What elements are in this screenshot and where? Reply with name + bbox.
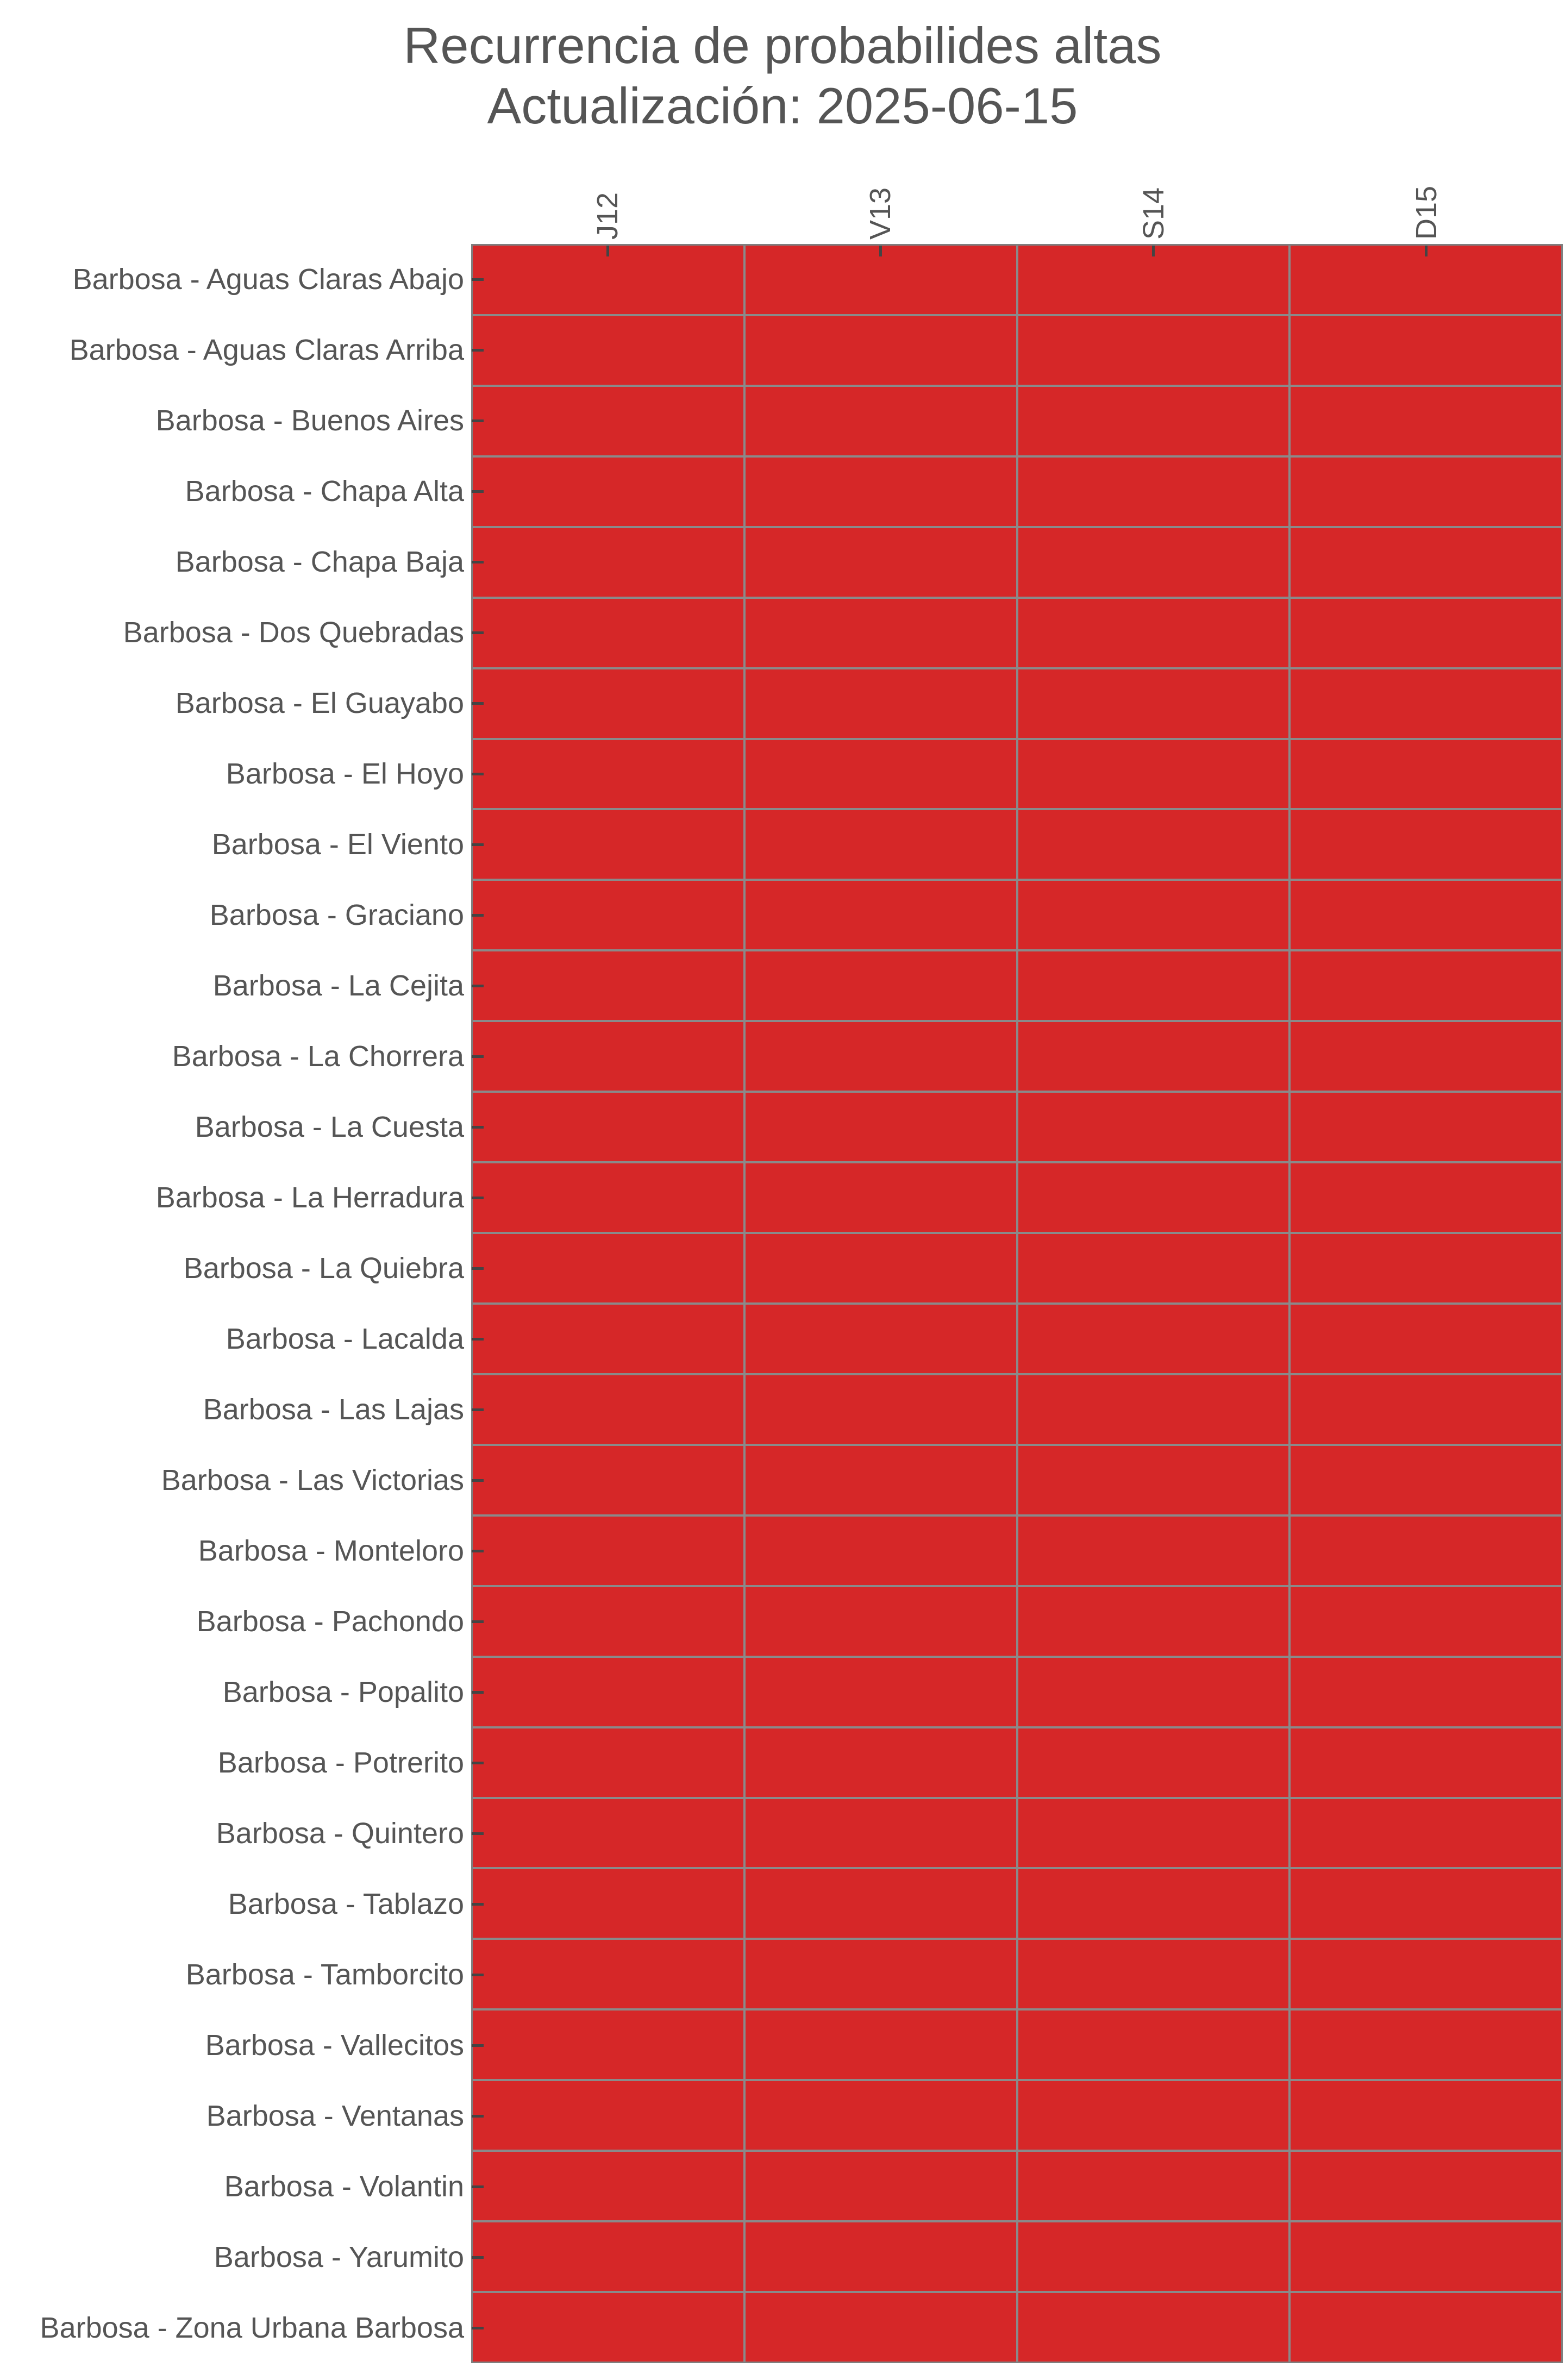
row-tick-mark	[472, 2256, 484, 2259]
heatmap-cell	[1291, 458, 1561, 526]
heatmap-cell	[1018, 2293, 1289, 2362]
row-label: Barbosa - Las Victorias	[161, 1464, 464, 1496]
heatmap-cell	[1291, 387, 1561, 455]
heatmap-cell	[1291, 528, 1561, 597]
heatmap-cell	[746, 458, 1016, 526]
heatmap-cell	[473, 1658, 743, 1726]
row-label: Barbosa - Tamborcito	[185, 1958, 464, 1991]
heatmap-cell	[473, 1728, 743, 1797]
row-tick-mark	[472, 1832, 484, 1835]
heatmap-cell	[746, 951, 1016, 1020]
col-tick-mark	[1425, 246, 1428, 256]
row-tick-mark	[472, 702, 484, 705]
heatmap-grid	[471, 244, 1563, 2363]
heatmap-cell	[1018, 1658, 1289, 1726]
row-label: Barbosa - La Cejita	[212, 969, 464, 1002]
row-tick-mark	[472, 1267, 484, 1270]
heatmap-cell	[1291, 2081, 1561, 2150]
row-label: Barbosa - Zona Urbana Barbosa	[40, 2312, 464, 2344]
heatmap-cell	[473, 2293, 743, 2362]
heatmap-cell	[473, 1022, 743, 1091]
heatmap-cell	[1018, 1728, 1289, 1797]
heatmap-cell	[1291, 1446, 1561, 1514]
heatmap-cell	[746, 387, 1016, 455]
row-label: Barbosa - Yarumito	[214, 2241, 464, 2273]
heatmap-cell	[1018, 810, 1289, 879]
heatmap-cell	[473, 2222, 743, 2291]
heatmap-cell	[1291, 1940, 1561, 2008]
heatmap-cell	[746, 1728, 1016, 1797]
heatmap-cell	[473, 669, 743, 738]
chart-title-line2: Actualización: 2025-06-15	[487, 77, 1078, 134]
row-label: Barbosa - Aguas Claras Arriba	[69, 334, 464, 366]
heatmap-cell	[1291, 1517, 1561, 1585]
row-tick-mark	[472, 1408, 484, 1411]
row-tick-mark	[472, 1620, 484, 1623]
chart-title	[0, 15, 1565, 136]
row-tick-mark	[472, 1550, 484, 1552]
row-tick-mark	[472, 1762, 484, 1764]
heatmap-cell	[1291, 2152, 1561, 2220]
heatmap-cell	[1018, 1517, 1289, 1585]
heatmap-cell	[746, 1305, 1016, 1373]
row-tick-mark	[472, 2115, 484, 2118]
heatmap-cell	[1018, 1375, 1289, 1444]
heatmap-cell	[1018, 740, 1289, 809]
heatmap-cell	[746, 1869, 1016, 1938]
heatmap-cell	[473, 458, 743, 526]
row-label: Barbosa - Volantin	[224, 2170, 464, 2203]
row-label: Barbosa - Dos Quebradas	[123, 616, 464, 649]
chart-title-line1: Recurrencia de probabilides altas	[403, 17, 1162, 74]
heatmap-cell	[473, 1093, 743, 1161]
heatmap-cell	[1291, 1163, 1561, 1232]
heatmap-cell	[746, 1517, 1016, 1585]
heatmap-cell	[1291, 1234, 1561, 1302]
row-tick-mark	[472, 349, 484, 352]
row-tick-mark	[472, 914, 484, 917]
row-tick-mark	[472, 561, 484, 563]
heatmap-cell	[473, 881, 743, 949]
heatmap-cell	[746, 810, 1016, 879]
heatmap-cell	[1291, 1728, 1561, 1797]
col-label: D15	[1410, 185, 1443, 240]
heatmap-cell	[1018, 528, 1289, 597]
col-label: J12	[591, 192, 624, 240]
heatmap-cell	[473, 528, 743, 597]
row-label: Barbosa - Graciano	[209, 899, 464, 931]
heatmap-cell	[746, 316, 1016, 385]
heatmap-cell	[746, 881, 1016, 949]
heatmap-cell	[746, 1446, 1016, 1514]
col-tick-mark	[606, 246, 609, 256]
row-tick-mark	[472, 2327, 484, 2329]
row-label: Barbosa - Potrerito	[217, 1746, 464, 1779]
heatmap-cell	[1018, 1234, 1289, 1302]
heatmap-cell	[746, 1234, 1016, 1302]
heatmap-cell	[473, 1446, 743, 1514]
heatmap-cell	[1018, 881, 1289, 949]
heatmap-cell	[746, 740, 1016, 809]
col-label: S14	[1137, 187, 1170, 240]
row-label: Barbosa - Vallecitos	[205, 2029, 464, 2062]
heatmap-cell	[473, 316, 743, 385]
row-label: Barbosa - La Quiebra	[183, 1252, 464, 1285]
heatmap-cell	[746, 1940, 1016, 2008]
heatmap-cell	[1018, 1869, 1289, 1938]
heatmap-cell	[1291, 1375, 1561, 1444]
heatmap-cell	[1291, 951, 1561, 1020]
row-tick-mark	[472, 985, 484, 987]
row-label: Barbosa - Chapa Alta	[185, 475, 464, 508]
row-tick-mark	[472, 1338, 484, 1341]
heatmap-cell	[1018, 316, 1289, 385]
row-label: Barbosa - El Guayabo	[175, 687, 464, 719]
row-tick-mark	[472, 1903, 484, 1906]
heatmap-cell	[1291, 1658, 1561, 1726]
row-tick-mark	[472, 490, 484, 493]
heatmap-cell	[473, 1869, 743, 1938]
row-tick-mark	[472, 278, 484, 281]
heatmap-cell	[746, 599, 1016, 667]
heatmap-cell	[1018, 2152, 1289, 2220]
heatmap-cell	[473, 951, 743, 1020]
heatmap-cell	[746, 2293, 1016, 2362]
heatmap-cell	[1018, 1163, 1289, 1232]
heatmap-cell	[1291, 740, 1561, 809]
heatmap-cell	[746, 2081, 1016, 2150]
row-label: Barbosa - Quintero	[216, 1817, 464, 1850]
row-label: Barbosa - Las Lajas	[203, 1393, 464, 1426]
row-tick-mark	[472, 419, 484, 422]
heatmap-cell	[473, 1799, 743, 1868]
heatmap-cell	[1291, 881, 1561, 949]
row-tick-mark	[472, 2185, 484, 2188]
heatmap-cell	[1018, 1446, 1289, 1514]
heatmap-cell	[1291, 2011, 1561, 2079]
row-label: Barbosa - Monteloro	[198, 1535, 464, 1567]
heatmap-cell	[473, 810, 743, 879]
heatmap-cell	[473, 2081, 743, 2150]
row-label: Barbosa - El Viento	[211, 828, 464, 861]
heatmap-cell	[1291, 1869, 1561, 1938]
heatmap-cell	[1018, 2011, 1289, 2079]
heatmap-cell	[473, 387, 743, 455]
col-tick-mark	[1152, 246, 1155, 256]
row-tick-mark	[472, 1126, 484, 1129]
heatmap-cell	[1018, 387, 1289, 455]
row-tick-mark	[472, 843, 484, 846]
heatmap-cell	[1291, 1587, 1561, 1656]
heatmap-cell	[1291, 1093, 1561, 1161]
row-label: Barbosa - Lacalda	[226, 1323, 464, 1355]
heatmap-cell	[473, 1163, 743, 1232]
heatmap-cell	[1018, 669, 1289, 738]
row-tick-mark	[472, 2044, 484, 2047]
heatmap-cell	[473, 1587, 743, 1656]
heatmap-cell	[1018, 2081, 1289, 2150]
row-label: Barbosa - Popalito	[222, 1676, 464, 1708]
heatmap-cell	[473, 2011, 743, 2079]
heatmap-cell	[1018, 1799, 1289, 1868]
heatmap-cell	[1018, 1587, 1289, 1656]
heatmap-cell	[746, 2011, 1016, 2079]
row-label: Barbosa - El Hoyo	[226, 757, 464, 790]
heatmap-cell	[746, 1022, 1016, 1091]
col-label: V13	[864, 187, 897, 240]
heatmap-cell	[1291, 810, 1561, 879]
row-label: Barbosa - La Cuesta	[195, 1111, 464, 1143]
heatmap-cell	[473, 1375, 743, 1444]
heatmap-cell	[473, 1234, 743, 1302]
heatmap-cell	[1291, 316, 1561, 385]
heatmap-cell	[1291, 2293, 1561, 2362]
heatmap-cell	[473, 599, 743, 667]
row-tick-mark	[472, 773, 484, 775]
row-label: Barbosa - La Chorrera	[172, 1040, 464, 1073]
row-label: Barbosa - La Herradura	[155, 1181, 464, 1214]
heatmap-cell	[1018, 1093, 1289, 1161]
heatmap-cell	[1291, 669, 1561, 738]
heatmap-cell	[1018, 1305, 1289, 1373]
row-label: Barbosa - Ventanas	[206, 2100, 464, 2132]
row-label: Barbosa - Chapa Baja	[175, 546, 464, 578]
heatmap-cell	[473, 1517, 743, 1585]
row-label: Barbosa - Aguas Claras Abajo	[72, 263, 464, 296]
heatmap-cell	[746, 2222, 1016, 2291]
row-label: Barbosa - Buenos Aires	[155, 404, 464, 437]
heatmap-cell	[746, 1163, 1016, 1232]
heatmap-cell	[473, 1305, 743, 1373]
row-tick-mark	[472, 1197, 484, 1199]
heatmap-cell	[1018, 599, 1289, 667]
heatmap-cell	[746, 669, 1016, 738]
row-tick-mark	[472, 1055, 484, 1058]
heatmap-cell	[473, 1940, 743, 2008]
row-tick-mark	[472, 1479, 484, 1482]
heatmap-cell	[1291, 1305, 1561, 1373]
row-label: Barbosa - Pachondo	[196, 1605, 464, 1638]
row-label: Barbosa - Tablazo	[228, 1888, 464, 1920]
heatmap-cell	[1291, 1799, 1561, 1868]
heatmap-cell	[1291, 1022, 1561, 1091]
heatmap-cell	[1291, 2222, 1561, 2291]
heatmap-cell	[746, 1587, 1016, 1656]
heatmap-cell	[1018, 1022, 1289, 1091]
heatmap-cell	[1018, 2222, 1289, 2291]
heatmap-cell	[746, 528, 1016, 597]
heatmap-cell	[746, 1658, 1016, 1726]
heatmap-cell	[746, 2152, 1016, 2220]
heatmap-cell	[746, 1799, 1016, 1868]
heatmap-cell	[1018, 1940, 1289, 2008]
heatmap-cell	[746, 1093, 1016, 1161]
row-tick-mark	[472, 1974, 484, 1976]
heatmap-cell	[746, 1375, 1016, 1444]
col-tick-mark	[879, 246, 882, 256]
row-tick-mark	[472, 631, 484, 634]
heatmap-cell	[1018, 951, 1289, 1020]
heatmap-cell	[1018, 458, 1289, 526]
heatmap-cell	[1291, 599, 1561, 667]
heatmap-cell	[473, 740, 743, 809]
row-tick-mark	[472, 1691, 484, 1694]
heatmap-cell	[473, 2152, 743, 2220]
